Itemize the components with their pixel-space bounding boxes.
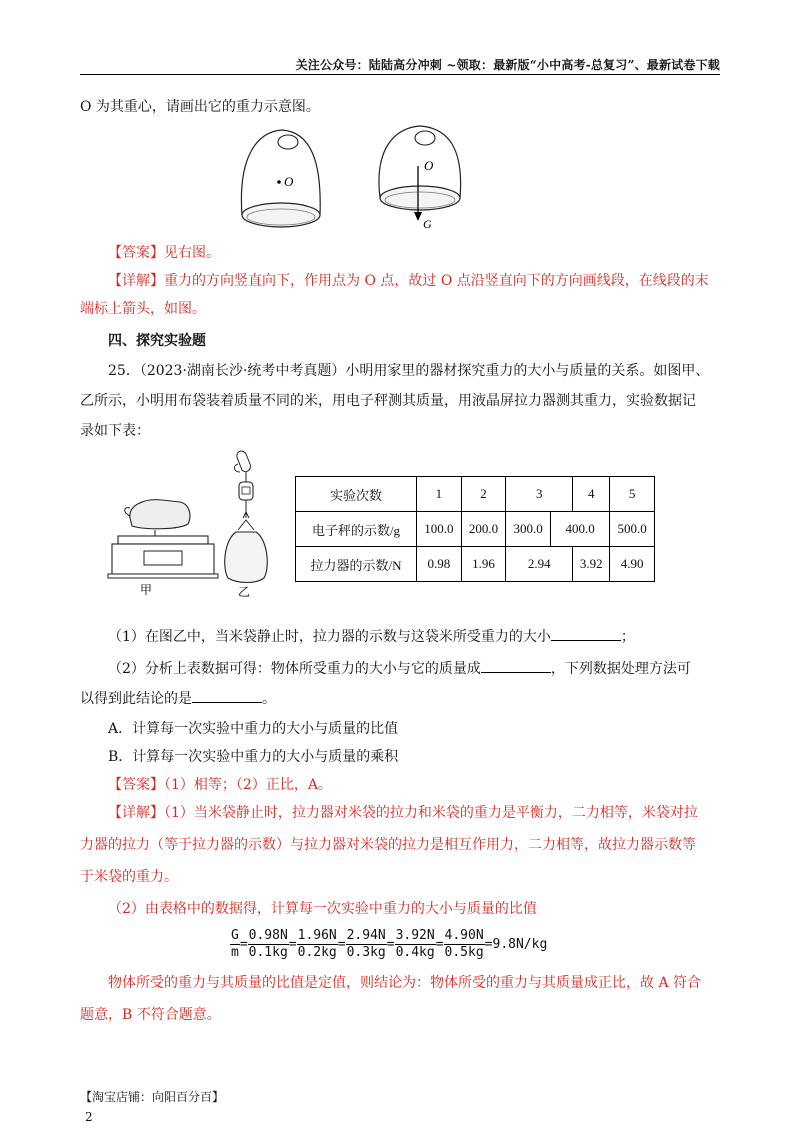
answer-tag: 【答案】: [108, 245, 164, 261]
fraction: $\frac{1.96N}{0.2kg}$: [297, 928, 337, 960]
page-number: 2: [85, 1110, 93, 1124]
conclusion-line2: 题意，B 不符合题意。: [80, 1007, 221, 1023]
detail-24-line1: 【详解】重力的方向竖直向下，作用点为 O 点，故过 O 点沿竖直向下的方向画线段，在线段的末: [108, 273, 709, 289]
apparatus-figure: [100, 450, 280, 600]
intro-tail: O 为其重心，请画出它的重力示意图。: [80, 99, 320, 115]
answer-blank[interactable]: [481, 658, 551, 673]
table-cell: 1: [417, 477, 462, 512]
label-o-left: O: [284, 174, 294, 189]
section-title: 四、探究实验题: [108, 333, 206, 349]
label-jia: 甲: [140, 583, 153, 597]
table-cell: 4: [573, 477, 610, 512]
header-rule: [80, 74, 720, 75]
table-header-cell: 电子秤的示数/g: [296, 512, 417, 547]
fraction: $\frac{G}{m}$: [231, 928, 239, 960]
sub-question-2-line2: 以得到此结论的是 。: [80, 688, 720, 710]
detail-25-line3: 于米袋的重力。: [80, 869, 178, 885]
formula-result: =9.8N/kg: [484, 937, 548, 952]
table-cell: 2.94: [506, 547, 573, 582]
q25-line1: 25．（2023·湖南长沙·统考中考真题）小明用家里的器材探究重力的大小与质量的关系。如图甲、: [108, 363, 710, 379]
detail-24-line2: 端标上箭头，如图。: [80, 301, 206, 317]
sub-question-1: （1）在图乙中，当米袋静止时，拉力器的示数与这袋米所受重力的大小 ；: [80, 626, 720, 648]
option-a: A．计算每一次实验中重力的大小与质量的比值: [108, 721, 399, 737]
table-cell: 1.96: [461, 547, 506, 582]
table-cell: 400.0: [550, 512, 609, 547]
table-header-cell: 拉力器的示数/N: [296, 547, 417, 582]
answer-blank[interactable]: [551, 626, 621, 641]
fraction: $\frac{3.92N}{0.4kg}$: [395, 928, 435, 960]
answer-25: [80, 774, 720, 796]
answer-24: [80, 242, 720, 264]
scale-figure-jia: [108, 500, 218, 597]
bell-right: [379, 126, 461, 231]
answer-tag: 【答案】: [108, 777, 164, 793]
page-footer: 【淘宝店铺：向阳百分百】: [80, 1090, 225, 1104]
sub-question-2: （2）分析上表数据可得：物体所受重力的大小与它的质量成 ，下列数据处理方法可: [80, 658, 720, 680]
table-cell: 2: [461, 477, 506, 512]
label-yi: 乙: [238, 585, 251, 599]
table-cell: 3: [506, 477, 573, 512]
table-cell: 300.0: [506, 512, 551, 547]
table-cell: 0.98: [417, 547, 462, 582]
table-cell: 4.90: [610, 547, 655, 582]
detail-25-line1: 【详解】（1）当米袋静止时，拉力器对米袋的拉力和米袋的重力是平衡力，二力相等，米袋对拉: [108, 805, 698, 821]
label-g: G: [423, 217, 432, 231]
q25-line2: 乙所示，小明用布袋装着质量不同的米，用电子秤测其质量，用液晶屏拉力器测其重力，实验数据记: [80, 393, 696, 409]
table-row: [296, 547, 655, 582]
ratio-formula: $\frac{G}{m}$ = $\frac{0.98N}{0.1kg}$ = $\frac{1.96N}{0.2kg}$ = $\frac{2.94N}{0.3kg}$ = $\frac{3.92N}{0.4kg}$ = $\frac{4.90N}{0.5kg}$ =9.8N/kg: [231, 928, 548, 960]
table-row: [296, 512, 655, 547]
detail-25-line4: （2）由表格中的数据得，计算每一次实验中重力的大小与质量的比值: [108, 901, 537, 917]
fraction: $\frac{4.90N}{0.5kg}$: [444, 928, 484, 960]
bell-figure: [230, 120, 480, 235]
table-cell: 200.0: [461, 512, 506, 547]
table-cell: 5: [610, 477, 655, 512]
gravity-arrowhead: [414, 212, 422, 221]
table-cell: 3.92: [573, 547, 610, 582]
answer-text: 见右图。: [164, 245, 220, 261]
detail-tag: 【详解】: [108, 805, 164, 821]
q25-line3: 录如下表：: [80, 423, 150, 439]
bell-left: [241, 130, 320, 227]
force-meter-figure-yi: [225, 451, 268, 599]
fraction: $\frac{0.98N}{0.1kg}$: [248, 928, 288, 960]
table-cell: 100.0: [417, 512, 462, 547]
detail-25-line2: 力器的拉力（等于拉力器的示数）与拉力器对米袋的拉力是相互作用力，二力相等，故拉力器示数等: [80, 837, 696, 853]
answer-blank[interactable]: [192, 688, 262, 703]
label-o-right: O: [424, 158, 434, 173]
table-row: [296, 477, 655, 512]
fraction: $\frac{2.94N}{0.3kg}$: [346, 928, 386, 960]
table-header-cell: 实验次数: [296, 477, 417, 512]
detail-tag: 【详解】: [108, 273, 164, 289]
option-b: B．计算每一次实验中重力的大小与质量的乘积: [108, 749, 399, 765]
answer-text: （1）相等；（2）正比，A。: [164, 777, 332, 793]
table-cell: 500.0: [610, 512, 655, 547]
data-table: [295, 476, 655, 582]
page-header: 关注公众号：陆陆高分冲刺 ~领取：最新版“小中高考-总复习”、最新试卷下载: [295, 58, 720, 72]
conclusion-line1: 物体所受的重力与其质量的比值是定值，则结论为：物体所受的重力与其质量成正比，故 A 符合: [108, 975, 702, 991]
